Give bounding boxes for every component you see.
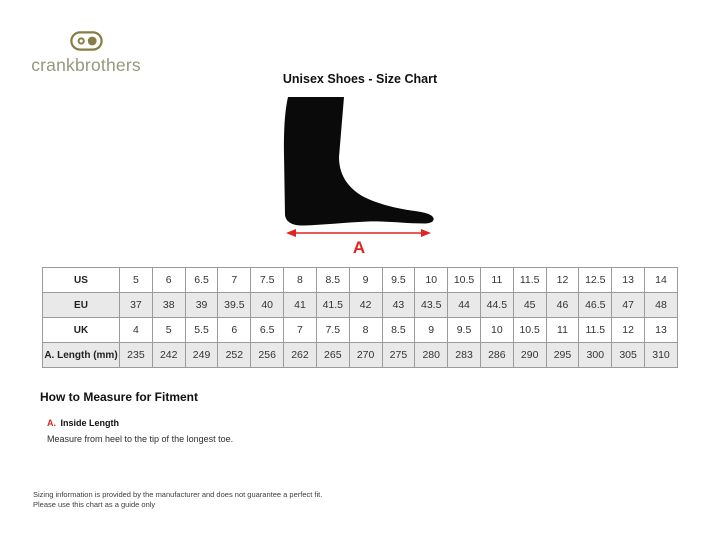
size-cell: 10.5: [448, 268, 481, 293]
size-cell: 42: [349, 293, 382, 318]
size-cell: 305: [612, 343, 645, 368]
size-cell: 12.5: [579, 268, 612, 293]
size-cell: 47: [612, 293, 645, 318]
size-cell: 43: [382, 293, 415, 318]
size-cell: 7.5: [316, 318, 349, 343]
size-cell: 7: [284, 318, 317, 343]
size-cell: 6: [218, 318, 251, 343]
size-cell: 310: [645, 343, 678, 368]
size-cell: 8.5: [382, 318, 415, 343]
size-cell: 46: [546, 293, 579, 318]
size-cell: 11: [546, 318, 579, 343]
size-cell: 280: [415, 343, 448, 368]
size-cell: 11: [480, 268, 513, 293]
size-cell: 8: [349, 318, 382, 343]
size-cell: 10: [415, 268, 448, 293]
size-cell: 6.5: [251, 318, 284, 343]
measure-item: [47, 413, 233, 444]
size-cell: 275: [382, 343, 415, 368]
size-cell: 37: [120, 293, 153, 318]
size-cell: 13: [612, 268, 645, 293]
footer-disclaimer: [33, 490, 322, 510]
size-cell: 7: [218, 268, 251, 293]
size-cell: 40: [251, 293, 284, 318]
length-arrow: [286, 229, 431, 237]
footer-line-2: Please use this chart as a guide only: [33, 500, 156, 509]
size-cell: 235: [120, 343, 153, 368]
size-cell: 9: [415, 318, 448, 343]
size-cell: 295: [546, 343, 579, 368]
foot-measure-diagram: [268, 95, 528, 257]
page-title: Unisex Shoes - Size Chart: [282, 72, 438, 86]
size-table: [42, 267, 678, 368]
size-cell: 12: [546, 268, 579, 293]
size-cell: 5: [120, 268, 153, 293]
brand-logo: [31, 31, 141, 76]
size-cell: 41: [284, 293, 317, 318]
size-cell: 14: [645, 268, 678, 293]
row-label: UK: [43, 318, 120, 343]
size-cell: 9.5: [448, 318, 481, 343]
brand-name: crankbrothers: [31, 55, 141, 75]
size-cell: 7.5: [251, 268, 284, 293]
size-cell: 43.5: [415, 293, 448, 318]
table-row: [43, 293, 678, 318]
size-cell: 256: [251, 343, 284, 368]
crank-spindle-icon: [70, 31, 103, 51]
table-row: [43, 343, 678, 368]
measure-item-title: [47, 413, 233, 431]
size-cell: 252: [218, 343, 251, 368]
size-cell: 300: [579, 343, 612, 368]
size-cell: 38: [152, 293, 185, 318]
measure-item-key: A.: [47, 418, 56, 428]
measure-item-name: Inside Length: [60, 418, 119, 428]
size-cell: 39.5: [218, 293, 251, 318]
size-cell: 5.5: [185, 318, 218, 343]
row-label: EU: [43, 293, 120, 318]
size-cell: 265: [316, 343, 349, 368]
measure-section: [40, 390, 233, 444]
row-label: US: [43, 268, 120, 293]
size-cell: 11.5: [513, 268, 546, 293]
size-cell: 249: [185, 343, 218, 368]
size-cell: 4: [120, 318, 153, 343]
size-cell: 10.5: [513, 318, 546, 343]
measure-heading: How to Measure for Fitment: [40, 390, 199, 404]
size-cell: 270: [349, 343, 382, 368]
size-cell: 39: [185, 293, 218, 318]
size-cell: 46.5: [579, 293, 612, 318]
size-cell: 13: [645, 318, 678, 343]
size-cell: 5: [152, 318, 185, 343]
size-cell: 8: [284, 268, 317, 293]
footer-line-1: Sizing information is provided by the manufacturer and does not guarantee a perfect fit.: [33, 490, 323, 499]
size-cell: 11.5: [579, 318, 612, 343]
size-cell: 290: [513, 343, 546, 368]
foot-silhouette: [284, 97, 434, 226]
size-cell: 262: [284, 343, 317, 368]
table-row: [43, 268, 678, 293]
length-arrow-label: A: [352, 238, 366, 257]
size-cell: 48: [645, 293, 678, 318]
table-row: [43, 318, 678, 343]
size-cell: 44.5: [480, 293, 513, 318]
size-cell: 9: [349, 268, 382, 293]
size-table-body: [43, 268, 678, 368]
size-cell: 6: [152, 268, 185, 293]
size-cell: 8.5: [316, 268, 349, 293]
size-cell: 283: [448, 343, 481, 368]
row-label: A. Length (mm): [43, 343, 120, 368]
size-cell: 286: [480, 343, 513, 368]
size-cell: 44: [448, 293, 481, 318]
size-cell: 45: [513, 293, 546, 318]
size-cell: 242: [152, 343, 185, 368]
size-cell: 9.5: [382, 268, 415, 293]
foot-silhouette-graphic: [268, 95, 528, 257]
size-cell: 6.5: [185, 268, 218, 293]
size-cell: 10: [480, 318, 513, 343]
size-cell: 12: [612, 318, 645, 343]
size-table-container: [42, 267, 678, 368]
size-cell: 41.5: [316, 293, 349, 318]
measure-item-description: Measure from heel to the tip of the longest toe.: [47, 434, 234, 444]
